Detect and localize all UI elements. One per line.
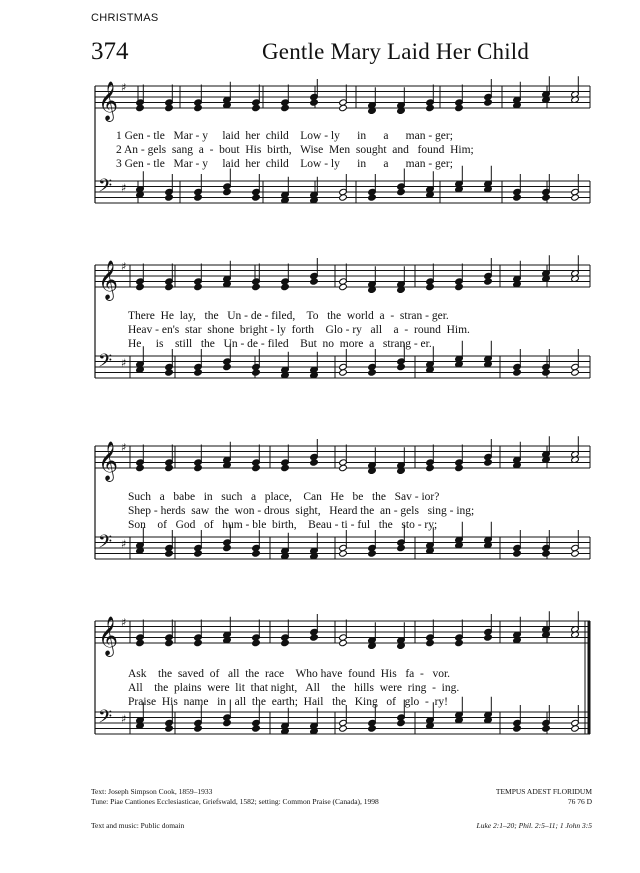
lyric-line: There He lay, the Un - de - filed, To the world a - stran - ger. <box>128 310 449 322</box>
note-head <box>281 464 290 471</box>
note-head <box>136 104 145 111</box>
note-head <box>368 194 377 201</box>
tune-name: TEMPUS ADEST FLORIDUM <box>495 787 592 796</box>
note-head <box>513 550 522 557</box>
note-head <box>310 99 319 106</box>
note-head <box>542 194 551 201</box>
note-head <box>571 369 580 376</box>
note-head <box>194 369 203 376</box>
sharp-icon: ♯ <box>121 616 127 629</box>
note-head <box>339 194 348 201</box>
hymn-title: Gentle Mary Laid Her Child <box>262 39 530 64</box>
lyric-line: Ask the saved of all the race Who have found His fa - vor. <box>128 668 451 680</box>
note-head <box>368 725 377 732</box>
sharp-icon: ♯ <box>121 537 127 551</box>
note-head <box>571 550 580 557</box>
note-head <box>136 283 145 290</box>
treble-clef-icon: 𝄞 <box>98 81 119 121</box>
note-head <box>252 464 261 471</box>
note-head <box>252 550 261 557</box>
bass-clef-icon: 𝄢 <box>98 351 113 376</box>
note-head <box>513 369 522 376</box>
bass-clef-icon: 𝄢 <box>98 707 113 732</box>
note-head <box>194 194 203 201</box>
lyric-line: Such a babe in such a place, Can He be the Sav - ior? <box>128 491 440 503</box>
note-head <box>484 634 493 641</box>
note-head <box>368 369 377 376</box>
copyright: Text and music: Public domain <box>91 821 185 830</box>
note-head <box>484 459 493 466</box>
note-head <box>455 104 464 111</box>
note-head <box>368 550 377 557</box>
sharp-icon: ♯ <box>121 441 127 454</box>
bass-clef-icon: 𝄢 <box>98 532 113 557</box>
note-head <box>397 363 406 370</box>
note-head <box>484 99 493 106</box>
sharp-icon: ♯ <box>121 260 127 273</box>
note-head <box>165 639 174 646</box>
text-credit: Text: Joseph Simpson Cook, 1859–1933 <box>91 787 213 796</box>
note-head <box>165 369 174 376</box>
sharp-icon: ♯ <box>121 712 127 726</box>
sharp-icon: ♯ <box>121 356 127 370</box>
note-head <box>542 550 551 557</box>
lyric-line: 3 Gen - tle Mar - y laid her child Low - ly in a man - ger; <box>116 158 453 170</box>
lyric-line: Son of God of hum - ble birth, Beau - ti - ful the sto - ry; <box>128 519 438 531</box>
tune-credit: Tune: Piae Cantiones Ecclesiasticae, Griefswald, 1582; setting: Common Praise (Canada), 1998 <box>91 797 379 806</box>
note-head <box>165 194 174 201</box>
note-head <box>252 194 261 201</box>
note-head <box>542 725 551 732</box>
note-head <box>281 639 290 646</box>
note-head <box>136 639 145 646</box>
note-head <box>426 283 435 290</box>
note-head <box>571 194 580 201</box>
note-head <box>165 283 174 290</box>
note-head <box>194 725 203 732</box>
lyric-line: 2 An - gels sang a - bout His birth, Wise Men sought and found Him; <box>116 144 474 156</box>
note-head <box>194 464 203 471</box>
treble-clef-icon: 𝄞 <box>98 441 119 481</box>
note-head <box>513 725 522 732</box>
note-head <box>310 459 319 466</box>
meter: 76 76 D <box>567 797 592 806</box>
note-head <box>165 464 174 471</box>
note-head <box>397 188 406 195</box>
note-head <box>339 283 348 290</box>
note-head <box>397 544 406 551</box>
sharp-icon: ♯ <box>121 81 127 94</box>
lyric-line: All the plains were lit that night, All the hills were ring - ing. <box>128 682 460 694</box>
note-head <box>223 363 232 370</box>
note-head <box>310 634 319 641</box>
lyric-line: Shep - herds saw the won - drous sight, Heard the an - gels sing - ing; <box>128 505 475 517</box>
note-head <box>397 719 406 726</box>
note-head <box>165 725 174 732</box>
note-head <box>252 104 261 111</box>
hymn-number: 374 <box>91 38 129 65</box>
note-head <box>194 283 203 290</box>
note-head <box>513 194 522 201</box>
note-head <box>165 550 174 557</box>
note-head <box>426 639 435 646</box>
note-head <box>426 104 435 111</box>
note-head <box>223 719 232 726</box>
note-head <box>252 639 261 646</box>
note-head <box>252 369 261 376</box>
lyric-line: Heav - en's star shone bright - ly forth Glo - ry all a - round Him. <box>128 324 470 336</box>
note-head <box>194 104 203 111</box>
note-head <box>339 104 348 111</box>
scripture-references: Luke 2:1–20; Phil. 2:5–11; 1 John 3:5 <box>476 821 592 830</box>
note-head <box>542 369 551 376</box>
lyric-line: 1 Gen - tle Mar - y laid her child Low - ly in a man - ger; <box>116 130 453 142</box>
treble-clef-icon: 𝄞 <box>98 260 119 300</box>
note-head <box>455 283 464 290</box>
note-head <box>339 725 348 732</box>
note-head <box>194 550 203 557</box>
section-label: CHRISTMAS <box>91 12 159 24</box>
note-head <box>194 639 203 646</box>
note-head <box>571 725 580 732</box>
note-head <box>339 464 348 471</box>
sharp-icon: ♯ <box>121 181 127 195</box>
note-head <box>426 464 435 471</box>
note-head <box>223 188 232 195</box>
bass-clef-icon: 𝄢 <box>98 176 113 201</box>
note-head <box>136 464 145 471</box>
treble-clef-icon: 𝄞 <box>98 616 119 656</box>
note-head <box>223 544 232 551</box>
note-head <box>339 639 348 646</box>
note-head <box>484 278 493 285</box>
lyric-line: He is still the Un - de - filed But no more a strang - er. <box>128 338 432 350</box>
note-head <box>165 104 174 111</box>
note-head <box>281 104 290 111</box>
note-head <box>455 464 464 471</box>
note-head <box>252 283 261 290</box>
note-head <box>339 369 348 376</box>
note-head <box>252 725 261 732</box>
note-head <box>455 639 464 646</box>
note-head <box>281 283 290 290</box>
note-head <box>310 278 319 285</box>
note-head <box>339 550 348 557</box>
lyric-line: Praise His name in all the earth; Hail the King of glo - ry! <box>128 696 449 708</box>
